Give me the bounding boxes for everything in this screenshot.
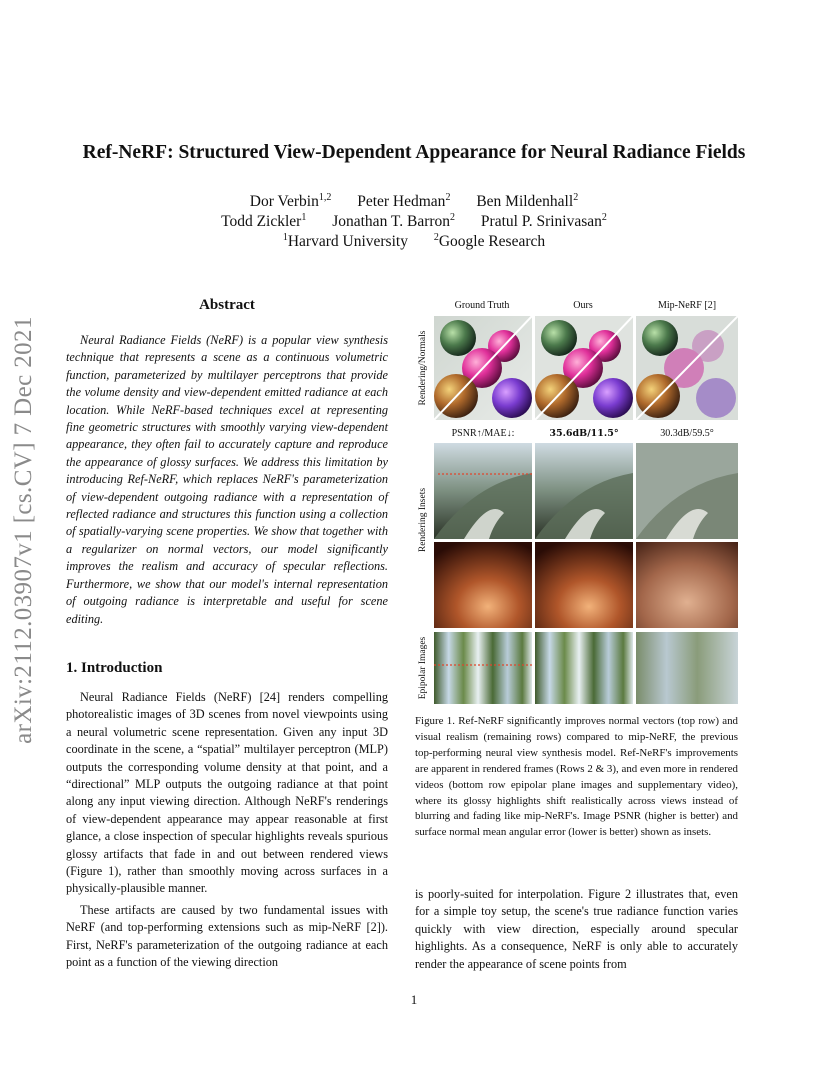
affiliations <box>0 233 828 251</box>
arxiv-id: arXiv:2112.03907v1 [cs.CV] 7 Dec 2021 <box>10 316 37 744</box>
column-label-ground-truth: Ground Truth <box>454 300 510 311</box>
image-ours-normals <box>535 316 633 420</box>
row-label-rendering-insets: Rendering Insets <box>418 487 428 553</box>
image-ours-epipolar <box>535 632 633 704</box>
inset-render <box>434 443 532 539</box>
image-ours-inset-2 <box>535 542 633 628</box>
image-ground-truth-inset-2 <box>434 542 532 628</box>
metrics-ours: 35.6dB/11.5° <box>549 428 619 439</box>
authors-line-1 <box>0 193 828 211</box>
image-ground-truth-epipolar <box>434 632 532 704</box>
image-ground-truth-inset-1 <box>434 443 532 539</box>
figure-caption: Figure 1. Ref-NeRF significantly improves normal vectors (top row) and visual realism (remaining rows) compared to mip-NeRF, the previous top-performing neural view synthesis model. Ref-NeRF's improvements are apparent in rendered frames (Rows 2 & 3), and even more in rendered videos (bottom row epipolar plane images and supplementary video), where its glossy highlights shift realistically across views instead of blurring and fading like mip-NeRF's. Image PSNR (higher is better) and surface normal mean angular error (lower is better) shown as insets. <box>415 715 738 839</box>
paper-title: Ref-NeRF: Structured View-Dependent Appearance for Neural Radiance Fields <box>82 142 746 163</box>
intro-paragraph-2: These artifacts are caused by two fundamental issues with NeRF (and top-performing extensions such as mip-NeRF [2]). First, NeRF's parameterization of the outgoing radiance at each point as a function of the viewing direction <box>66 903 388 970</box>
column-label-ours: Ours <box>573 300 593 311</box>
normals-render-gt <box>434 316 532 420</box>
author: Pratul P. Srinivasan$^2$ <box>480 211 607 230</box>
arxiv-stamp <box>4 300 44 760</box>
author: Ben Mildenhall$^2$ <box>476 191 579 210</box>
image-mip-nerf-inset-2 <box>636 542 738 628</box>
inset-render <box>636 443 738 539</box>
affiliation: $^1$Harvard University <box>282 231 408 250</box>
row-label-rendering-normals: Rendering/Normals <box>418 330 428 406</box>
epipolar-render <box>535 632 633 704</box>
inset-render <box>434 542 532 628</box>
metrics-mip-nerf: 30.3dB/59.5° <box>660 428 714 439</box>
normals-render-ours <box>535 316 633 420</box>
image-mip-nerf-epipolar <box>636 632 738 704</box>
introduction-heading: 1. Introduction <box>66 660 163 676</box>
abstract-heading: Abstract <box>199 297 255 313</box>
epipolar-render <box>434 632 532 704</box>
image-mip-nerf-normals <box>636 316 738 420</box>
inset-render <box>535 542 633 628</box>
abstract-text: Neural Radiance Fields (NeRF) is a popular view synthesis technique that represents a scene as a continuous volumetric function, parameterized by multilayer perceptrons that provide the volume density and view-dependent emitted radiance at each location. While NeRF-based techniques excel at representing fine geometric structures with smoothly varying view-dependent appearance, they often fail to accurately capture and reproduce the appearance of glossy surfaces. We address this limitation by introducing Ref-NeRF, which replaces NeRF's parameterization of view-dependent outgoing radiance with a representation of reflected radiance and structures this function using a collection of spatially-varying scene properties. We show that together with a regularizer on normal vectors, our model significantly improves the realism and accuracy of specular reflections. Furthermore, we show that our model's internal representation of outgoing radiance is interpretable and useful for scene editing. <box>66 333 388 626</box>
image-mip-nerf-inset-1 <box>636 443 738 539</box>
page-number: 1 <box>410 992 418 1007</box>
normals-render-mip <box>636 316 738 420</box>
affiliation: $^2$Google Research <box>433 231 546 250</box>
image-ground-truth-normals <box>434 316 532 420</box>
metrics-label: PSNR↑/MAE↓: <box>451 428 515 439</box>
intro-paragraph-continued: is poorly-suited for interpolation. Figure 2 illustrates that, even for a simple toy setup, the scene's true radiance function varies quickly with view direction, especially around specular highlights. As a consequence, NeRF is only able to accurately render the appearance of scene points from <box>415 887 738 971</box>
column-label-mip-nerf: Mip-NeRF [2] <box>657 300 717 311</box>
author: Todd Zickler$^1$ <box>221 211 307 230</box>
author: Dor Verbin$^{1,2}$ <box>249 191 332 210</box>
row-label-epipolar-images: Epipolar Images <box>418 636 428 700</box>
epipolar-render <box>636 632 738 704</box>
author: Peter Hedman$^2$ <box>357 191 451 210</box>
image-ours-inset-1 <box>535 443 633 539</box>
author: Jonathan T. Barron$^2$ <box>332 211 456 230</box>
inset-render <box>636 542 738 628</box>
inset-render <box>535 443 633 539</box>
intro-paragraph-1: Neural Radiance Fields (NeRF) [24] renders compelling photorealistic images of 3D scenes from novel viewpoints using a neural volumetric scene representation. Given any input 3D coordinate in the scene, a “spatial” multilayer perceptron (MLP) outputs the corresponding volume density at that point, and a “directional” MLP outputs the outgoing radiance at that point along any input viewing direction. Although NeRF's renderings of view-dependent appearance may appear reasonable at first glance, a close inspection of specular highlights reveals spurious glossy artifacts that fade in and out between rendered views (Figure 1), rather than smoothly moving across surfaces in a physically-plausible manner. <box>66 690 388 896</box>
authors-line-2 <box>0 213 828 231</box>
